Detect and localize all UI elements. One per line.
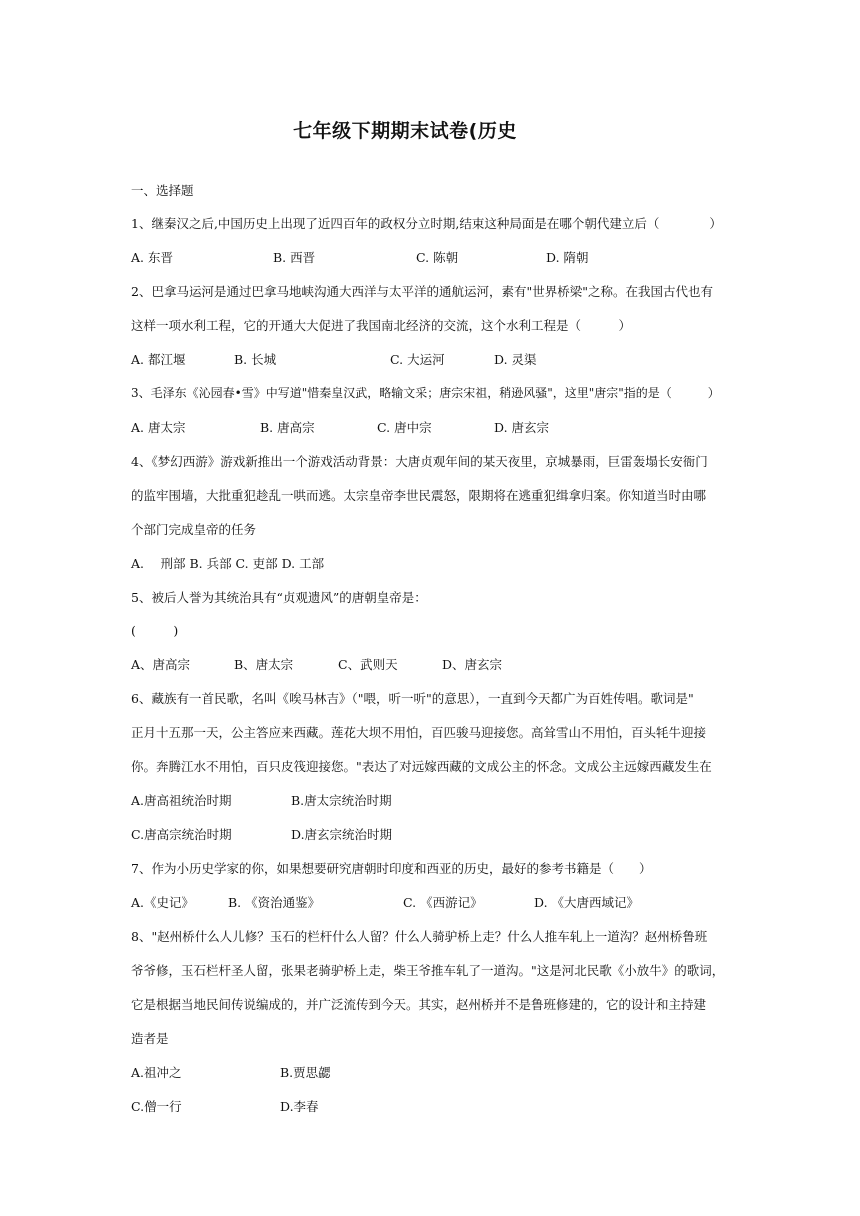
q5-option-d: D、唐玄宗 xyxy=(442,657,503,672)
q2-option-c: C. 大运河 xyxy=(390,352,445,367)
q8-option-b: B.贾思勰 xyxy=(280,1065,331,1080)
question-2-line-1: 2、巴拿马运河是通过巴拿马地峡沟通大西洋与太平洋的通航运河，素有"世界桥梁"之称。在我国古代也有 xyxy=(131,284,713,299)
question-4-line-3: 个部门完成皇帝的任务 xyxy=(131,522,257,537)
question-8-line-4: 造者是 xyxy=(131,1031,169,1046)
q1-option-b: B. 西晋 xyxy=(273,250,316,265)
section-heading: 一、选择题 xyxy=(131,183,194,198)
q7-option-c: C. 《西游记》 xyxy=(403,895,483,910)
question-5-text: 5、被后人誉为其统治具有“贞观遗风”的唐朝皇帝是： xyxy=(131,590,427,605)
question-4-line-1: 4、《梦幻西游》游戏新推出一个游戏活动背景：大唐贞观年间的某天夜里，京城暴雨，巨雷轰塌长安衙门 xyxy=(131,454,708,469)
q2-option-d: D. 灵渠 xyxy=(494,352,537,367)
question-2-line-2: 这样一项水利工程，它的开通大大促进了我国南北经济的交流，这个水利工程是（ ） xyxy=(131,318,632,333)
q8-option-c: C.僧一行 xyxy=(131,1099,182,1114)
question-8-line-3: 它是根据当地民间传说编成的，并广泛流传到今天。其实，赵州桥并不是鲁班修建的，它的设计和主持建 xyxy=(131,997,707,1012)
question-3-text: 3、毛泽东《沁园春•雪》中写道"惜秦皇汉武，略输文采；唐宗宋祖，稍逊风骚"，这里"唐宗"指的是（ ） xyxy=(131,386,720,400)
question-6-line-1: 6、藏族有一首民歌，名叫《唉马林吉》（"喂，听一听"的意思），一直到今天都广为百姓传唱。歌词是" xyxy=(131,691,694,706)
q8-option-d: D.李春 xyxy=(280,1099,319,1114)
q7-option-b: B. 《资治通鉴》 xyxy=(228,895,321,910)
q1-option-c: C. 陈朝 xyxy=(416,250,459,265)
q3-option-c: C. 唐中宗 xyxy=(377,420,432,435)
q6-option-d: D.唐玄宗统治时期 xyxy=(291,827,393,842)
q2-option-b: B. 长城 xyxy=(234,352,277,367)
q4-options: A. 刑部 B. 兵部 C. 吏部 D. 工部 xyxy=(131,556,325,571)
q3-option-b: B. 唐高宗 xyxy=(260,420,315,435)
q7-option-d: D. 《大唐西域记》 xyxy=(534,895,640,910)
q7-option-a: A.《史记》 xyxy=(131,895,195,910)
q6-option-a: A.唐高祖统治时期 xyxy=(131,793,232,808)
question-8-line-2: 爷爷修，玉石栏杆圣人留，张果老骑驴桥上走，柴王爷推车轧了一道沟。"这是河北民歌《小放牛》的歌词， xyxy=(131,963,725,978)
q5-option-a: A、唐高宗 xyxy=(131,657,191,672)
q1-option-a: A. 东晋 xyxy=(131,250,173,265)
q6-option-b: B.唐太宗统治时期 xyxy=(291,793,392,808)
q5-option-b: B、唐太宗 xyxy=(234,657,294,672)
question-7-text: 7、作为小历史学家的你，如果想要研究唐朝时印度和西亚的历史，最好的参考书籍是（ ） xyxy=(131,861,652,876)
question-6-line-2: 正月十五那一天，公主答应来西藏。莲花大坝不用怕，百匹骏马迎接您。高耸雪山不用怕，百头牦牛迎接 xyxy=(131,725,707,740)
q1-option-d: D. 隋朝 xyxy=(546,250,589,265)
q8-option-a: A.祖冲之 xyxy=(131,1065,182,1080)
q5-option-c: C、武则天 xyxy=(338,657,398,672)
q3-option-d: D. 唐玄宗 xyxy=(494,420,550,435)
question-6-line-3: 你。奔腾江水不用怕，百只皮筏迎接您。"表达了对远嫁西藏的文成公主的怀念。文成公主远嫁西藏发生在 xyxy=(131,759,712,774)
q3-option-a: A. 唐太宗 xyxy=(131,420,186,435)
q6-option-c: C.唐高宗统治时期 xyxy=(131,827,232,842)
q5-answer-paren: ( ) xyxy=(131,623,179,638)
question-1-text: 1、继秦汉之后,中国历史上出现了近四百年的政权分立时期,结束这种局面是在哪个朝代建立后（ ） xyxy=(131,216,722,231)
question-8-line-1: 8、"赵州桥什么人儿修？玉石的栏杆什么人留？什么人骑驴桥上走？什么人推车轧上一道沟？赵州桥鲁班 xyxy=(131,929,708,944)
question-4-line-2: 的监牢围墙，大批重犯趁乱一哄而逃。太宗皇帝李世民震怒，限期将在逃重犯缉拿归案。你知道当时由哪 xyxy=(131,488,707,503)
q2-option-a: A. 都江堰 xyxy=(131,352,186,367)
page-title: 七年级下期期末试卷(历史 xyxy=(293,120,517,142)
